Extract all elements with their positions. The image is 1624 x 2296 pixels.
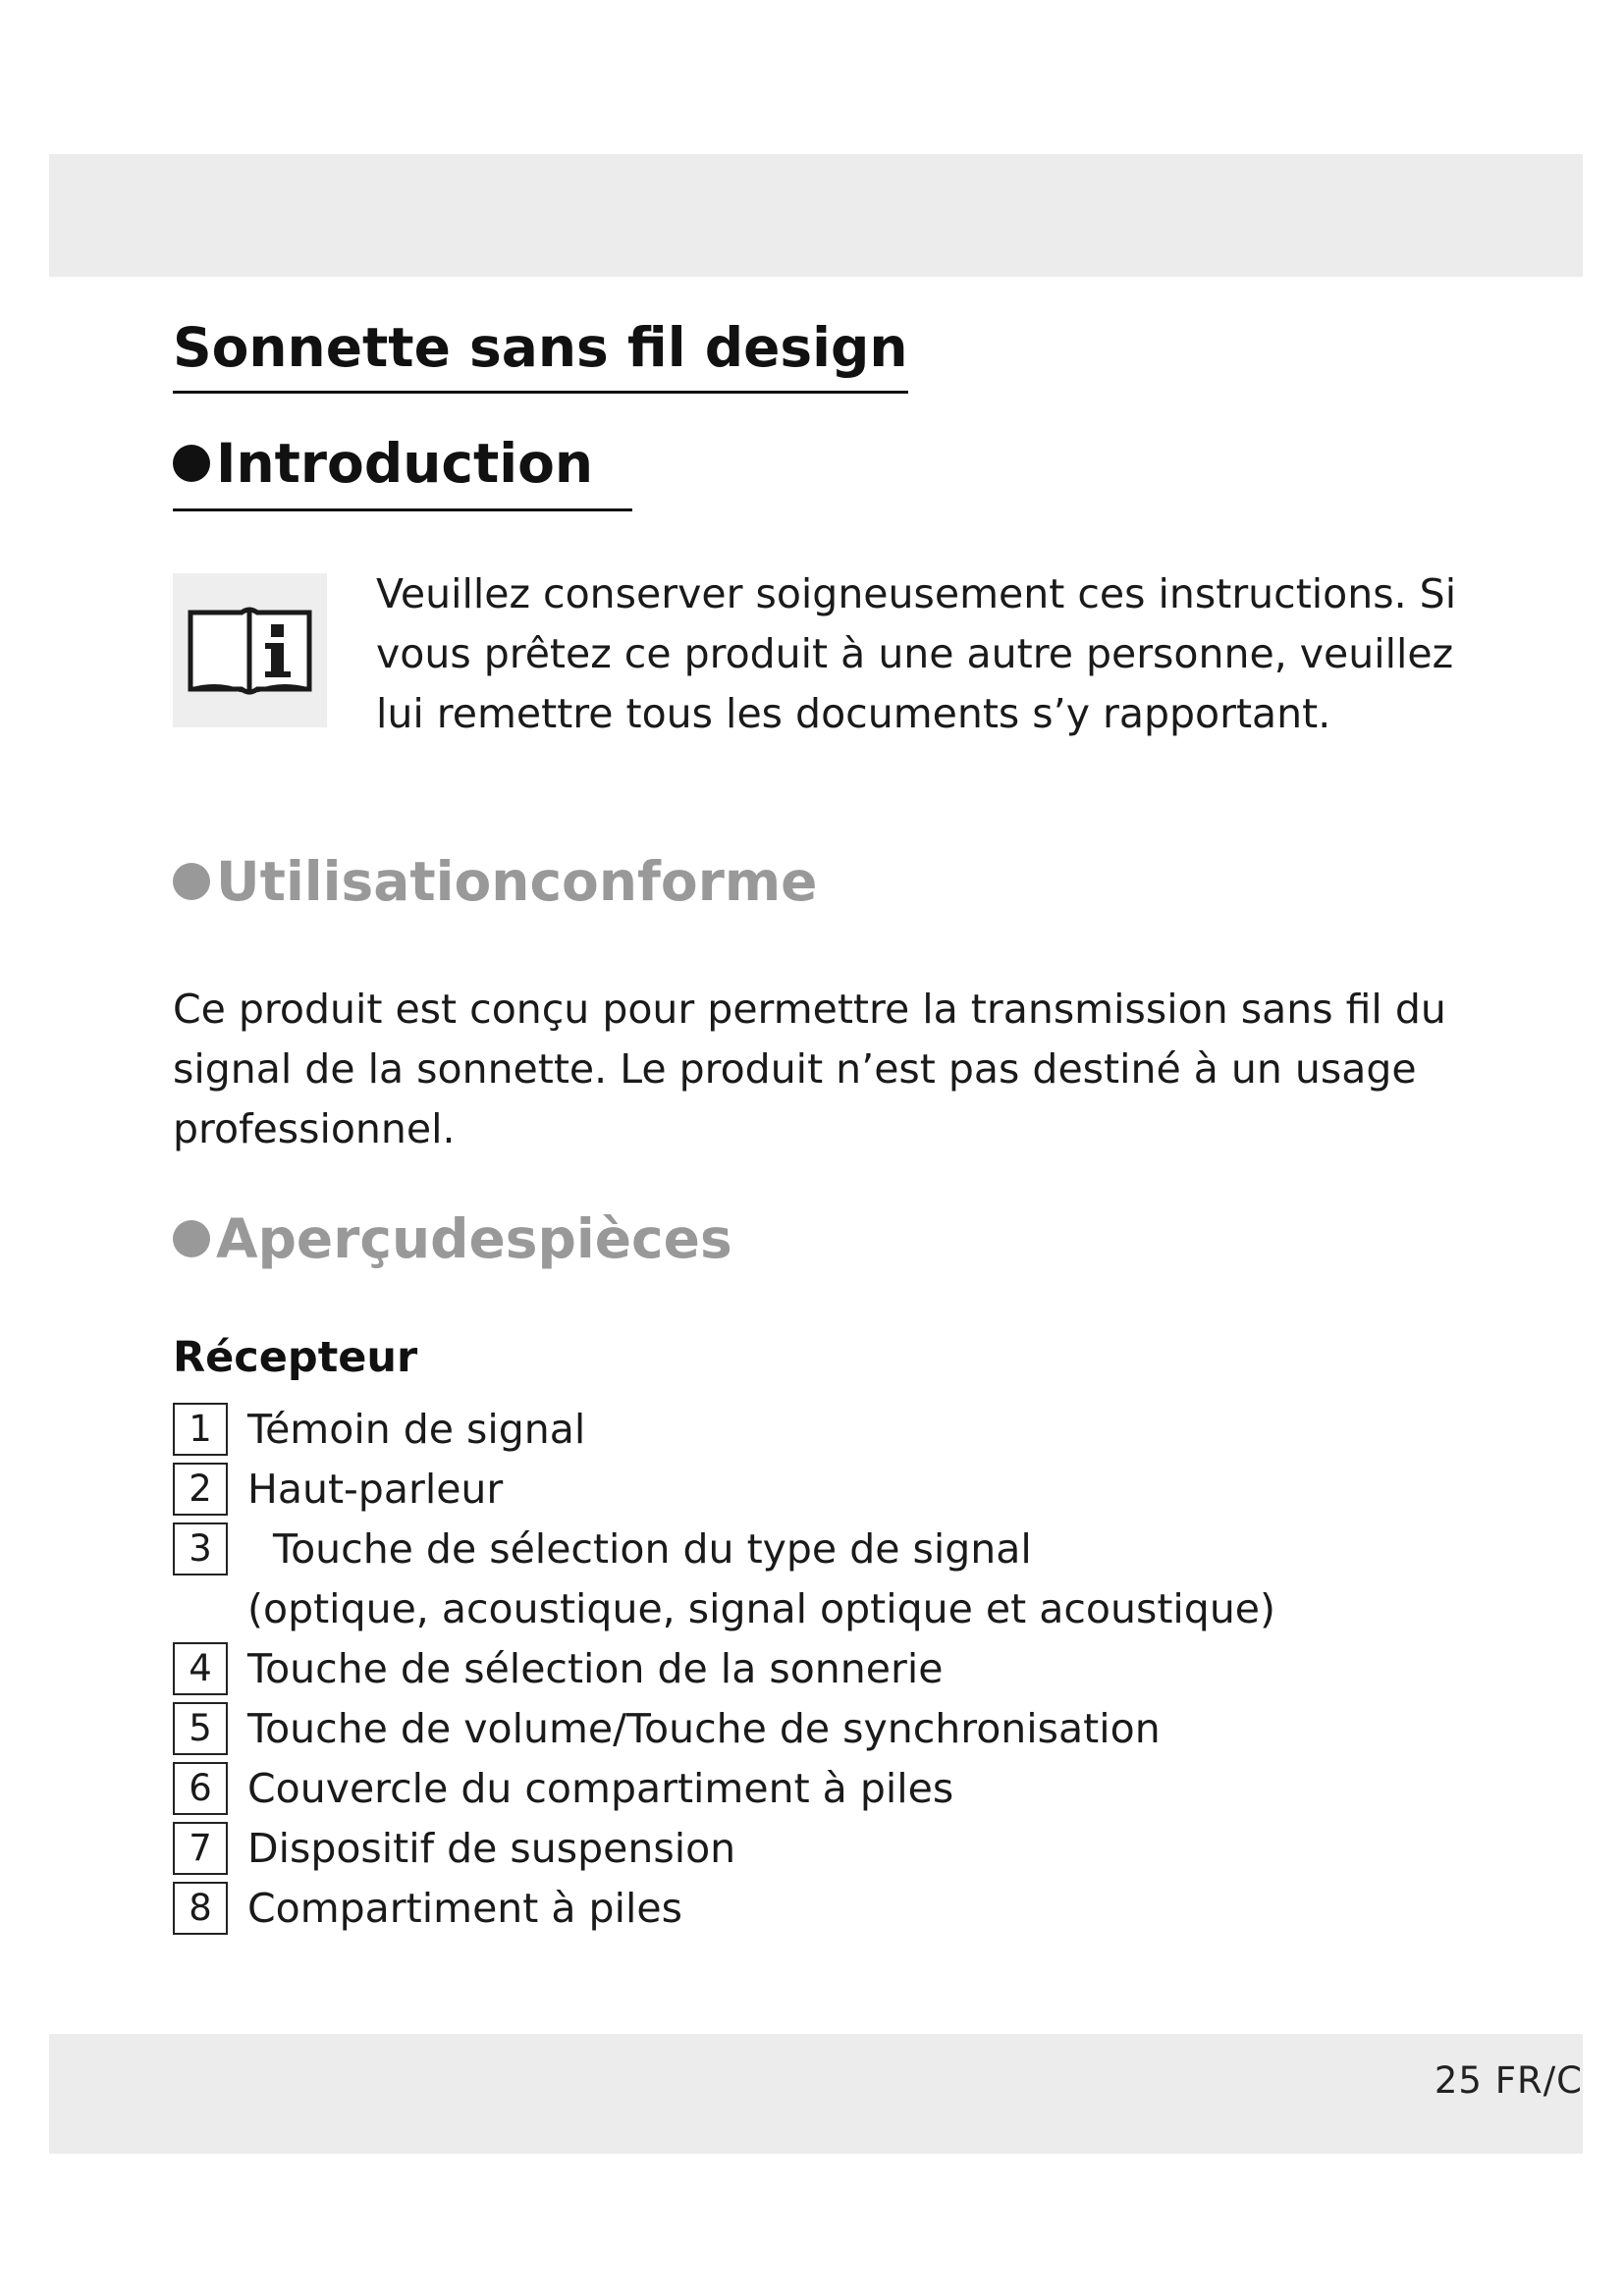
document-title: Sonnette sans fil design xyxy=(173,316,908,394)
section-heading-introduction xyxy=(173,432,632,511)
bullet-icon xyxy=(173,445,210,482)
part-label: Témoin de signal xyxy=(247,1405,586,1453)
section-heading-text: Introduction xyxy=(216,432,594,495)
part-number-box: 3 xyxy=(173,1522,228,1575)
section-heading-usage xyxy=(173,850,817,913)
list-item xyxy=(173,1519,1275,1578)
list-item xyxy=(173,1878,1275,1938)
list-item xyxy=(173,1698,1275,1758)
section-heading-parts xyxy=(173,1207,732,1270)
section-heading-text: Utilisationconforme xyxy=(216,850,818,913)
info-book-icon xyxy=(173,573,327,727)
list-item xyxy=(173,1818,1275,1878)
part-label: Touche de sélection du type de signal xyxy=(273,1524,1032,1573)
footer-band xyxy=(49,2034,1583,2154)
part-label: Touche de sélection de la sonnerie xyxy=(247,1644,944,1692)
parts-list xyxy=(173,1399,1275,1938)
part-number-box: 8 xyxy=(173,1882,228,1935)
list-item xyxy=(173,1758,1275,1818)
list-item xyxy=(173,1638,1275,1698)
receiver-subheading: Récepteur xyxy=(173,1333,418,1382)
part-number-box: 4 xyxy=(173,1642,228,1695)
list-item-continuation xyxy=(173,1578,1275,1638)
bullet-icon xyxy=(173,863,210,900)
part-label: Haut-parleur xyxy=(247,1465,504,1513)
part-label: Touche de volume/Touche de synchronisation xyxy=(247,1704,1161,1752)
part-label-continuation: (optique, acoustique, signal optique et acoustique) xyxy=(247,1584,1276,1632)
part-label: Couvercle du compartiment à piles xyxy=(247,1764,954,1812)
header-band xyxy=(49,154,1583,277)
part-number-box: 2 xyxy=(173,1463,228,1516)
section-heading-text: Aperçudespièces xyxy=(216,1207,732,1270)
introduction-text: Veuillez conserver soigneusement ces instructions. Si vous prêtez ce produit à une autre personne, veuillez lui remettre tous les documents s’y rapportant. xyxy=(376,570,1457,737)
page-number: 25 FR/C xyxy=(1434,2059,1583,2102)
bullet-icon xyxy=(173,1220,210,1257)
part-number-box: 5 xyxy=(173,1702,228,1755)
usage-text: Ce produit est conçu pour permettre la transmission sans fil du signal de la sonnette. Le produit n’est pas destiné à un usage professionnel. xyxy=(173,986,1446,1152)
part-number-box: 1 xyxy=(173,1403,228,1456)
list-item xyxy=(173,1459,1275,1519)
part-label: Dispositif de suspension xyxy=(247,1824,736,1872)
part-number-box: 7 xyxy=(173,1822,228,1875)
part-number-box: 6 xyxy=(173,1762,228,1815)
part-label: Compartiment à piles xyxy=(247,1884,682,1932)
list-item xyxy=(173,1399,1275,1459)
